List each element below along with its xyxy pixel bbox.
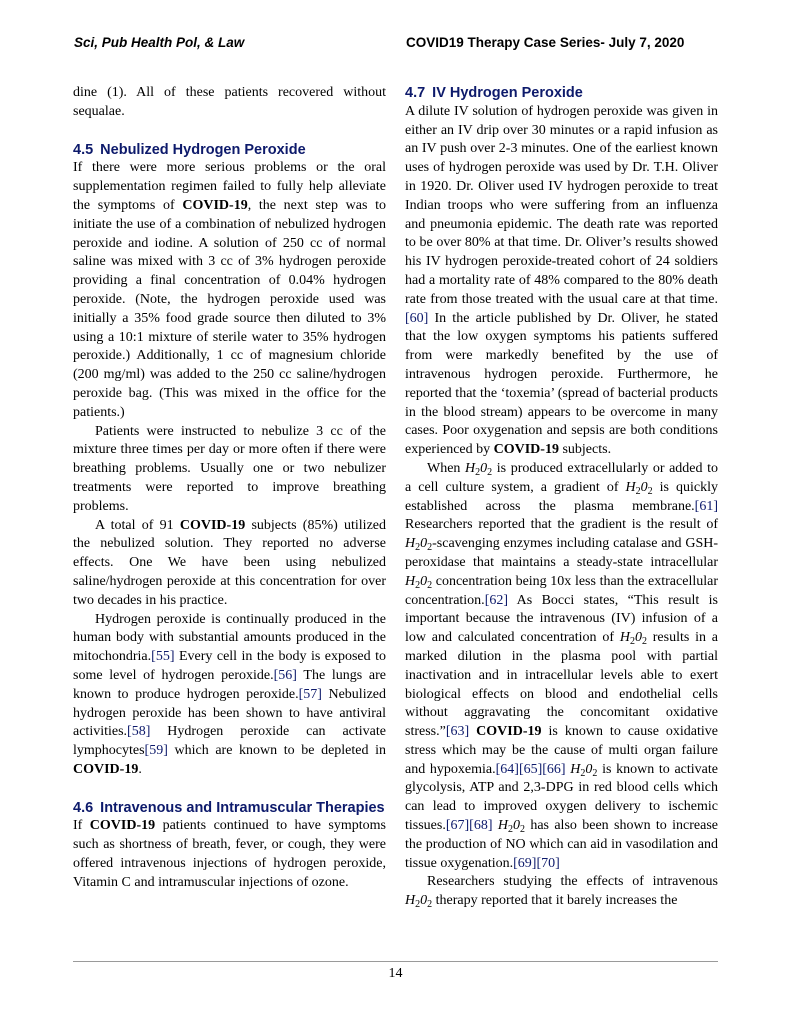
text-run: The lungs are known to produce hydrogen peroxide.	[73, 667, 386, 702]
text-run: concentration being 10x less than the extracellular concentration.	[405, 573, 718, 608]
formula-subscript: 2	[519, 824, 525, 836]
text-run: has also been shown to increase the production of NO which can aid in vasodilation and tissue oxygenation.	[405, 818, 719, 871]
section-title: Nebulized Hydrogen Peroxide	[100, 141, 306, 158]
formula-part: 0	[420, 893, 428, 909]
formula-subscript: 2	[641, 636, 647, 648]
formula-subscript: 2	[415, 542, 421, 554]
text-run: results in a marked dilution in the plasma pool with partial inactivation and in intracellular levels able to exert biological effects on blood and endothelial cells without aggravating the concomitant oxidative stress.”	[405, 630, 718, 740]
text-run: is produced extracellularly or added to a cell culture system, a gradient of	[405, 460, 718, 495]
formula-h2o2	[405, 536, 433, 554]
text-run: is quickly established across the plasma membrane.	[405, 479, 718, 514]
text-run: Every cell in the body is exposed to some level of hydrogen peroxide.	[73, 649, 386, 683]
formula-part: 0	[512, 818, 520, 834]
formula-part: H	[405, 893, 416, 909]
formula-subscript: 2	[647, 485, 653, 497]
citation-link[interactable]: [68]	[469, 818, 493, 834]
bold-term: COVID-19	[73, 761, 139, 777]
bold-term: COVID-19	[493, 442, 559, 458]
text-run: subjects (85%) utilized the nebulized solution. They reported no adverse effects. One We have been using nebulized saline/hydrogen peroxide at this concentration for over two decades in his practice.	[73, 517, 387, 608]
text-run: which are known to be depleted in	[167, 743, 386, 759]
text-run: patients continued to have symptoms such as shortness of breath, fever, or cough, they were offered intravenous injections of hydrogen peroxide, Vitamin C and intramuscular injections of ozone.	[73, 818, 386, 890]
formula-h2o2	[626, 480, 653, 495]
page-number: 14	[388, 966, 403, 981]
running-header-journal: Sci, Pub Health Pol, & Law	[74, 35, 245, 50]
formula-part: 0	[640, 479, 648, 495]
text-run: When	[427, 460, 466, 476]
text-run: -scavenging enzymes including catalase and GSH-peroxidase that maintains a steady-state intracellular	[405, 536, 718, 570]
bold-term: COVID-19	[89, 818, 156, 834]
formula-part: 0	[420, 573, 428, 589]
citation-link[interactable]: [58]	[127, 724, 151, 740]
formula-subscript: 2	[415, 579, 421, 591]
formula-subscript: 2	[427, 899, 433, 911]
paragraph	[73, 159, 386, 422]
section-number: 4.6	[73, 799, 94, 816]
text-run: In the article published by Dr. Oliver, he stated that the low oxygen symptoms his patients suffered from were markedly benefited by the use of intravenous hydrogen peroxide. Furthermore, he reported that the ‘toxemia’ (spread of bacterial products in the blood stream) appears to be overcome in many cases. Poor oxygenation and sepsis are both conditions experienced by	[405, 310, 718, 458]
section-title: Intravenous and Intramuscular Therapies	[100, 799, 385, 816]
formula-h2o2	[405, 574, 432, 589]
citation-link[interactable]: [64]	[495, 761, 519, 777]
formula-subscript: 2	[475, 466, 481, 478]
formula-part: H	[405, 573, 416, 589]
citation-link[interactable]: [67]	[445, 818, 470, 834]
formula-part: 0	[420, 536, 428, 552]
formula-subscript: 2	[427, 542, 433, 554]
formula-h2o2	[497, 818, 525, 836]
formula-part: H	[625, 479, 636, 495]
citation-link[interactable]: [55]	[151, 649, 175, 665]
formula-part: H	[405, 536, 416, 552]
text-run: As Bocci states, “This result is important because the intravenous (IV) infusion of a low and calculated concentration of	[405, 592, 718, 646]
text-run: Researchers reported that the gradient is the result of	[405, 517, 718, 533]
paragraph	[73, 817, 386, 892]
citation-link[interactable]: [60]	[405, 310, 429, 326]
section-title: IV Hydrogen Peroxide	[432, 85, 583, 101]
formula-part: H	[497, 818, 508, 834]
text-run: subjects.	[558, 442, 612, 458]
citation-link[interactable]: [56]	[273, 667, 297, 683]
text-run: Hydrogen peroxide can activate lymphocytes	[73, 724, 386, 759]
citation-link[interactable]: [70]	[536, 855, 560, 871]
running-header-title: COVID19 Therapy Case Series- July 7, 2020	[406, 35, 685, 50]
bold-term: COVID-19	[182, 197, 248, 213]
text-run: A dilute IV solution of hydrogen peroxide was given in either an IV drip over 30 minutes or a rapid infusion as an IV push over 2-3 minutes. One of the earliest known uses of hydrogen peroxide was used by Dr. T.H. Oliver in 1920. Dr. Oliver used IV hydrogen peroxide to treat Indian troops who were suffering from an influenza and pneumonia epidemic. The death rate was reported to be over 80% at that time. Dr. Oliver’s results showed his IV hydrogen peroxide-treated cohort of 24 soldiers had a mortality rate of 48% compared to the 80% death rate from those treated with the usual care at that time.	[405, 103, 718, 307]
formula-part: 0	[585, 761, 593, 777]
right-column	[405, 84, 718, 911]
citation-link[interactable]: [65]	[518, 761, 543, 777]
paragraph	[405, 460, 718, 874]
text-run: If there were more serious problems or the oral supplementation regimen failed to fully help alleviate the symptoms of	[73, 160, 386, 213]
citation-link[interactable]: [63]	[445, 724, 470, 740]
formula-subscript: 2	[415, 899, 421, 911]
text-run: is known to cause oxidative stress which may be the cause of multi organ failure and hypoxemia.	[405, 724, 718, 777]
formula-part: 0	[480, 460, 488, 476]
bold-term: COVID-19	[476, 724, 542, 740]
formula-h2o2	[570, 762, 597, 777]
text-run: If	[73, 818, 90, 834]
formula-subscript: 2	[487, 466, 493, 478]
formula-subscript: 2	[592, 767, 598, 779]
bold-term: COVID-19	[179, 517, 246, 533]
text-run: is known to activate glycolysis, ATP and 2,3-DPG in red blood cells which can lead to improved oxygen delivery to ischemic tissues.	[405, 761, 718, 834]
citation-link[interactable]: [61]	[694, 498, 718, 514]
citation-link[interactable]: [57]	[298, 686, 322, 702]
text-run: Researchers studying the effects of intravenous	[427, 874, 718, 890]
footer-divider	[73, 961, 718, 962]
paragraph	[73, 611, 386, 780]
formula-subscript: 2	[427, 579, 433, 591]
formula-h2o2	[405, 893, 433, 911]
intro-paragraph: dine (1). All of these patients recovered without sequalae.	[73, 85, 386, 119]
paragraph	[73, 517, 386, 611]
formula-part: H	[619, 630, 630, 646]
paragraph	[405, 103, 718, 460]
citation-link[interactable]: [69]	[513, 855, 537, 871]
section-number: 4.7	[405, 85, 426, 101]
section-heading-4-6	[73, 799, 386, 818]
text-run: A total of 91	[95, 517, 180, 533]
formula-part: H	[465, 460, 476, 476]
section-number: 4.5	[73, 141, 94, 158]
formula-h2o2	[619, 630, 647, 648]
left-column	[73, 84, 386, 893]
paragraph: Patients were instructed to nebulize 3 cc of the mixture three times per day or more often if there were breathing problems. Usually one or two nebulizer treatments were reported to improve breathing problems.	[73, 423, 386, 514]
text-run: Hydrogen peroxide is continually produced in the human body with substantial amounts produced in the mitochondria.	[73, 611, 386, 665]
paragraph	[405, 873, 718, 911]
text-run: therapy reported that it barely increases the	[432, 893, 678, 909]
formula-part: H	[570, 761, 581, 777]
formula-subscript: 2	[629, 636, 635, 648]
text-run: Nebulized hydrogen peroxide has been shown to have antiviral activities.	[73, 686, 387, 740]
formula-h2o2	[465, 461, 492, 476]
formula-subscript: 2	[580, 767, 586, 779]
section-heading-4-7	[405, 84, 718, 103]
formula-subscript: 2	[507, 824, 513, 836]
citation-link[interactable]: [66]	[542, 761, 566, 777]
text-run: , the next step was to initiate the use of a combination of nebulized hydrogen peroxide and iodine. A solution of 250 cc of normal saline was mixed with 3 cc of 3% hydrogen peroxide providing a final concentration of 0.04% hydrogen peroxide. (Note, the hydrogen peroxide used was initially a 35% food grade source then diluted to 3% using a 10:1 mixture of sterile water to 35% hydrogen peroxide.) Additionally, 1 cc of magnesium chloride (200 mg/ml) was added to the 250 cc saline/hydrogen peroxide bag. (This was mixed in the office for the patients.)	[73, 197, 386, 420]
citation-link[interactable]: [59]	[144, 743, 168, 759]
formula-subscript: 2	[635, 485, 641, 497]
formula-part: 0	[634, 630, 642, 646]
text-run: .	[138, 761, 142, 777]
citation-link[interactable]: [62]	[484, 592, 509, 608]
section-heading-4-5	[73, 141, 386, 160]
